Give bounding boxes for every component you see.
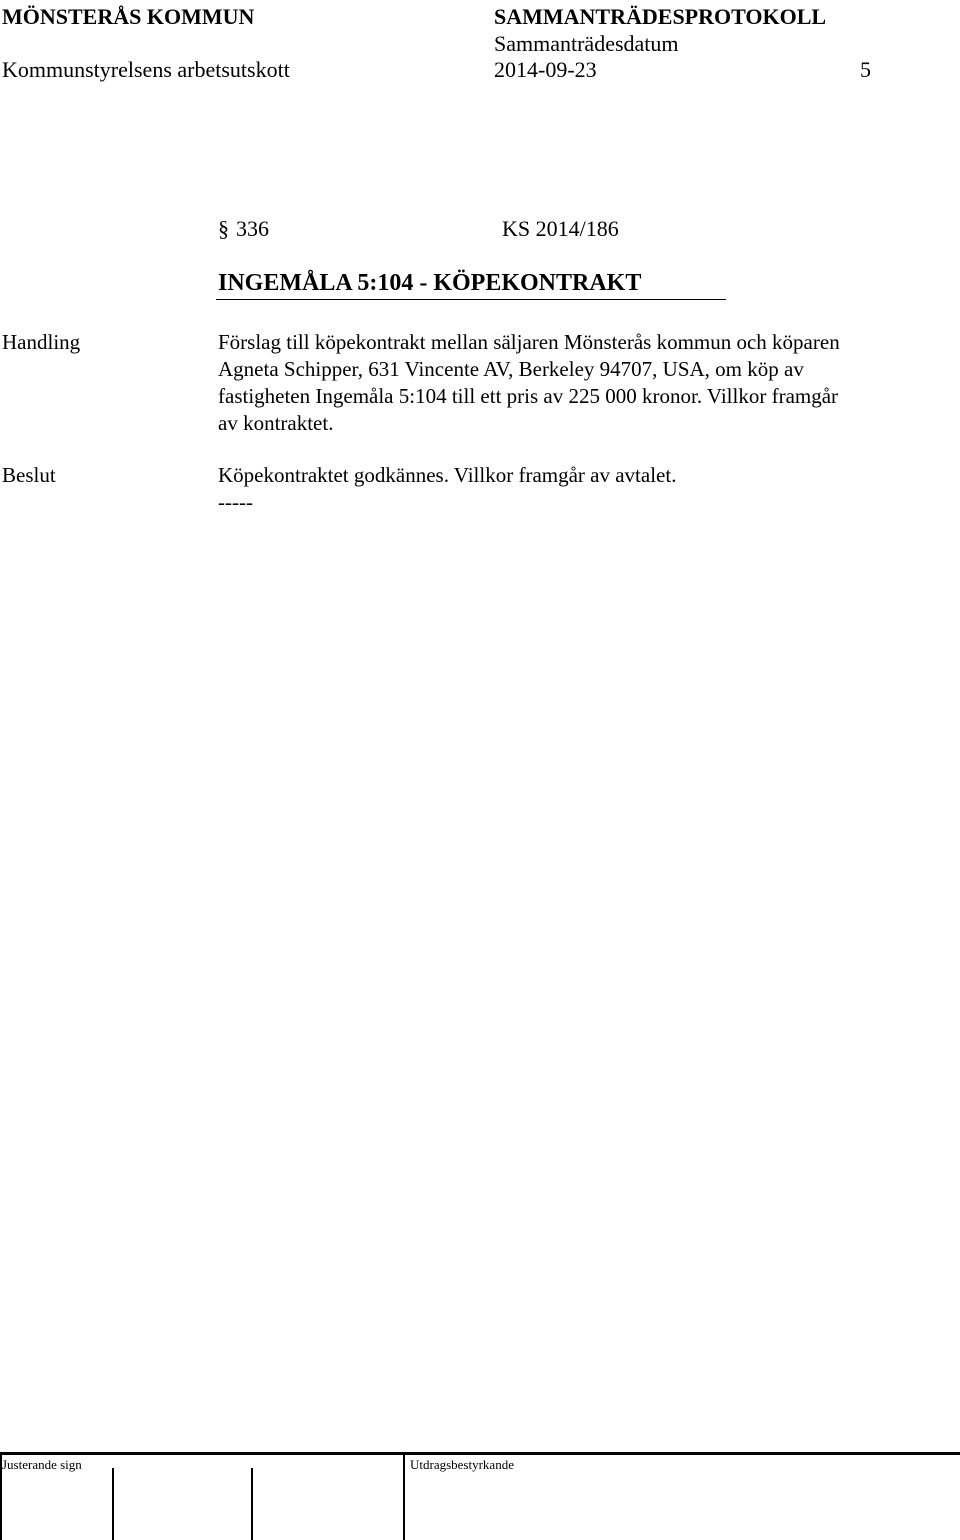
date-label: Sammanträdesdatum [494, 31, 679, 56]
page-number: 5 [860, 57, 871, 82]
title-underline [216, 299, 726, 300]
handling-line: Förslag till köpekontrakt mellan säljaren Mönsterås kommun och köparen [218, 330, 840, 354]
section-symbol: § [218, 216, 229, 241]
beslut-line: Köpekontraktet godkännes. Villkor framgår av avtalet. [218, 463, 677, 487]
organization-name: MÖNSTERÅS KOMMUN [2, 4, 255, 29]
item-title: INGEMÅLA 5:104 - KÖPEKONTRAKT [218, 270, 642, 296]
beslut-end-mark: ----- [218, 490, 253, 514]
item-number: 336 [236, 216, 269, 241]
body-name: Kommunstyrelsens arbetsutskott [2, 57, 290, 82]
signature-divider [112, 1468, 114, 1540]
section-label-beslut: Beslut [2, 463, 56, 487]
footer-rule [0, 1452, 960, 1455]
case-number: KS 2014/186 [502, 216, 619, 241]
handling-line: av kontraktet. [218, 411, 334, 435]
meeting-date: 2014-09-23 [494, 57, 597, 82]
section-label-handling: Handling [2, 330, 81, 354]
signature-divider [0, 1455, 2, 1540]
signature-divider [251, 1468, 253, 1540]
handling-line: fastigheten Ingemåla 5:104 till ett pris av 225 000 kronor. Villkor framgår [218, 384, 839, 408]
signature-divider [403, 1455, 405, 1540]
handling-line: Agneta Schipper, 631 Vincente AV, Berkeley 94707, USA, om köp av [218, 357, 804, 381]
footer-left-label: Justerande sign [2, 1457, 82, 1472]
footer-right-label: Utdragsbestyrkande [410, 1457, 514, 1472]
document-type: SAMMANTRÄDESPROTOKOLL [494, 4, 827, 29]
